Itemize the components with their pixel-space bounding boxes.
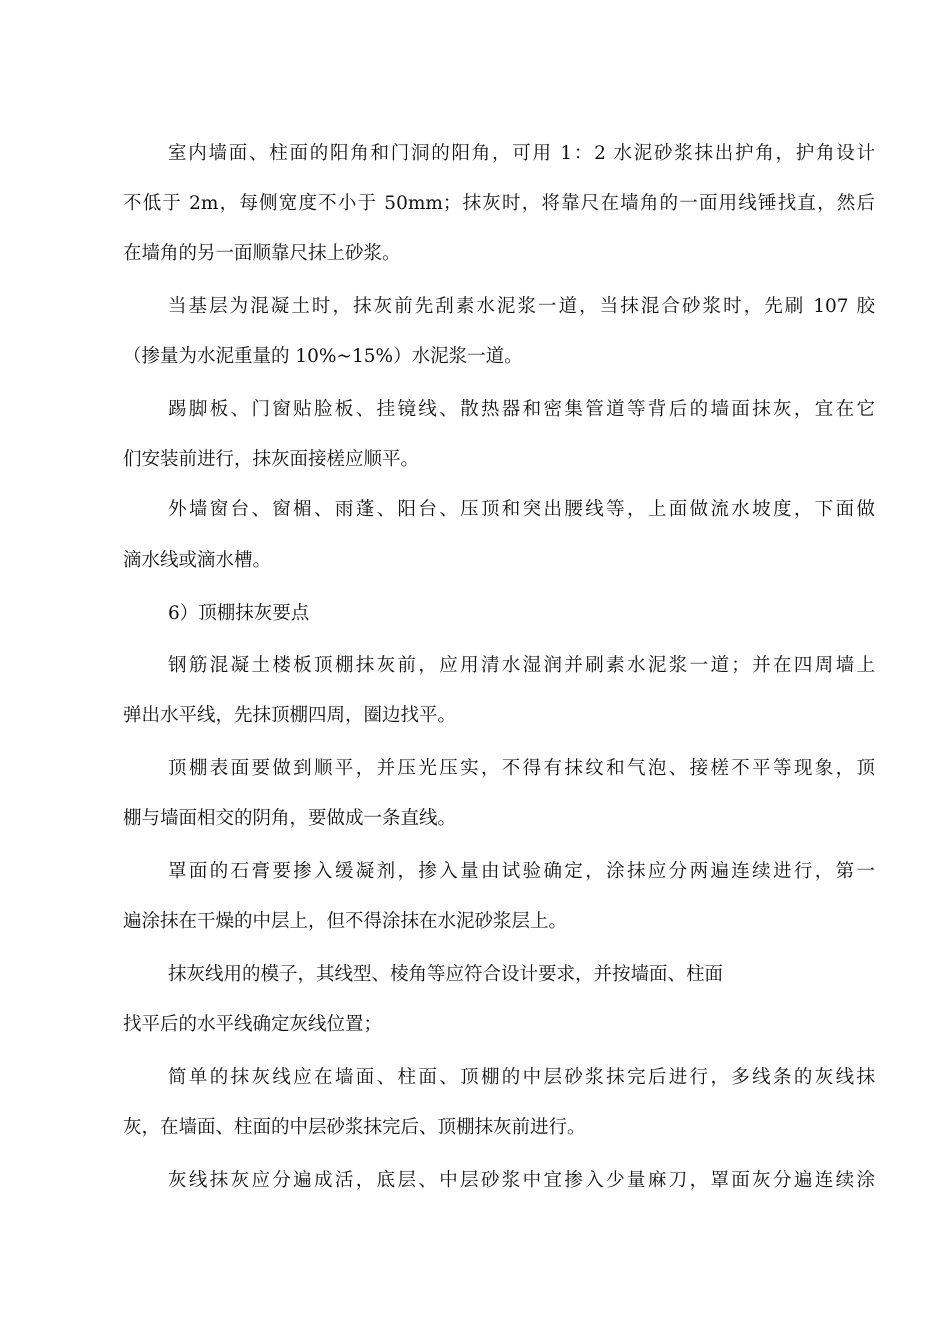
text-line: 灰，在墙面、柱面的中层砂浆抹完后、顶棚抹灰前进行。	[123, 1117, 586, 1138]
text-line: 弹出水平线，先抹顶棚四周，圈边找平。	[123, 705, 457, 726]
text-line: 遍涂抹在干燥的中层上，但不得涂抹在水泥砂浆层上。	[123, 911, 568, 932]
section-heading: 6）顶棚抹灰要点	[168, 603, 310, 624]
text-line: 室内墙面、柱面的阳角和门洞的阳角，可用 1：2 水泥砂浆抹出护角，护角设计	[168, 143, 875, 164]
text-line: 不低于 2m，每侧宽度不小于 50mm；抹灰时，将靠尺在墙角的一面用线锤找直，然后	[123, 193, 875, 214]
text-line: 钢筋混凝土楼板顶棚抹灰前，应用清水湿润并刷素水泥浆一道；并在四周墙上	[168, 655, 875, 676]
text-line: 滴水线或滴水槽。	[123, 550, 272, 571]
text-line: （掺量为水泥重量的 10%~15%）水泥浆一道。	[123, 346, 523, 367]
text-line: 罩面的石膏要掺入缓凝剂，掺入量由试验确定，涂抹应分两遍连续进行，第一	[168, 861, 875, 882]
text-line: 简单的抹灰线应在墙面、柱面、顶棚的中层砂浆抹完后进行，多线条的灰线抹	[168, 1067, 875, 1088]
text-line: 抹灰线用的模子，其线型、棱角等应符合设计要求，并按墙面、柱面	[168, 964, 724, 985]
text-line: 在墙角的另一面顺靠尺抹上砂浆。	[123, 243, 401, 264]
text-line: 当基层为混凝土时，抹灰前先刮素水泥浆一道，当抹混合砂浆时，先刷 107 胶	[168, 296, 875, 317]
text-line: 找平后的水平线确定灰线位置；	[123, 1014, 383, 1035]
text-line: 棚与墙面相交的阴角，要做成一条直线。	[123, 808, 457, 829]
text-line: 们安装前进行，抹灰面接槎应顺平。	[123, 449, 420, 470]
text-line: 灰线抹灰应分遍成活，底层、中层砂浆中宜掺入少量麻刀，罩面灰分遍连续涂	[168, 1170, 875, 1191]
text-line: 踢脚板、门窗贴脸板、挂镜线、散热器和密集管道等背后的墙面抹灰，宜在它	[168, 399, 875, 420]
text-line: 外墙窗台、窗楣、雨蓬、阳台、压顶和突出腰线等，上面做流水坡度，下面做	[168, 499, 875, 520]
text-line: 顶棚表面要做到顺平，并压光压实，不得有抹纹和气泡、接槎不平等现象，顶	[168, 758, 875, 779]
